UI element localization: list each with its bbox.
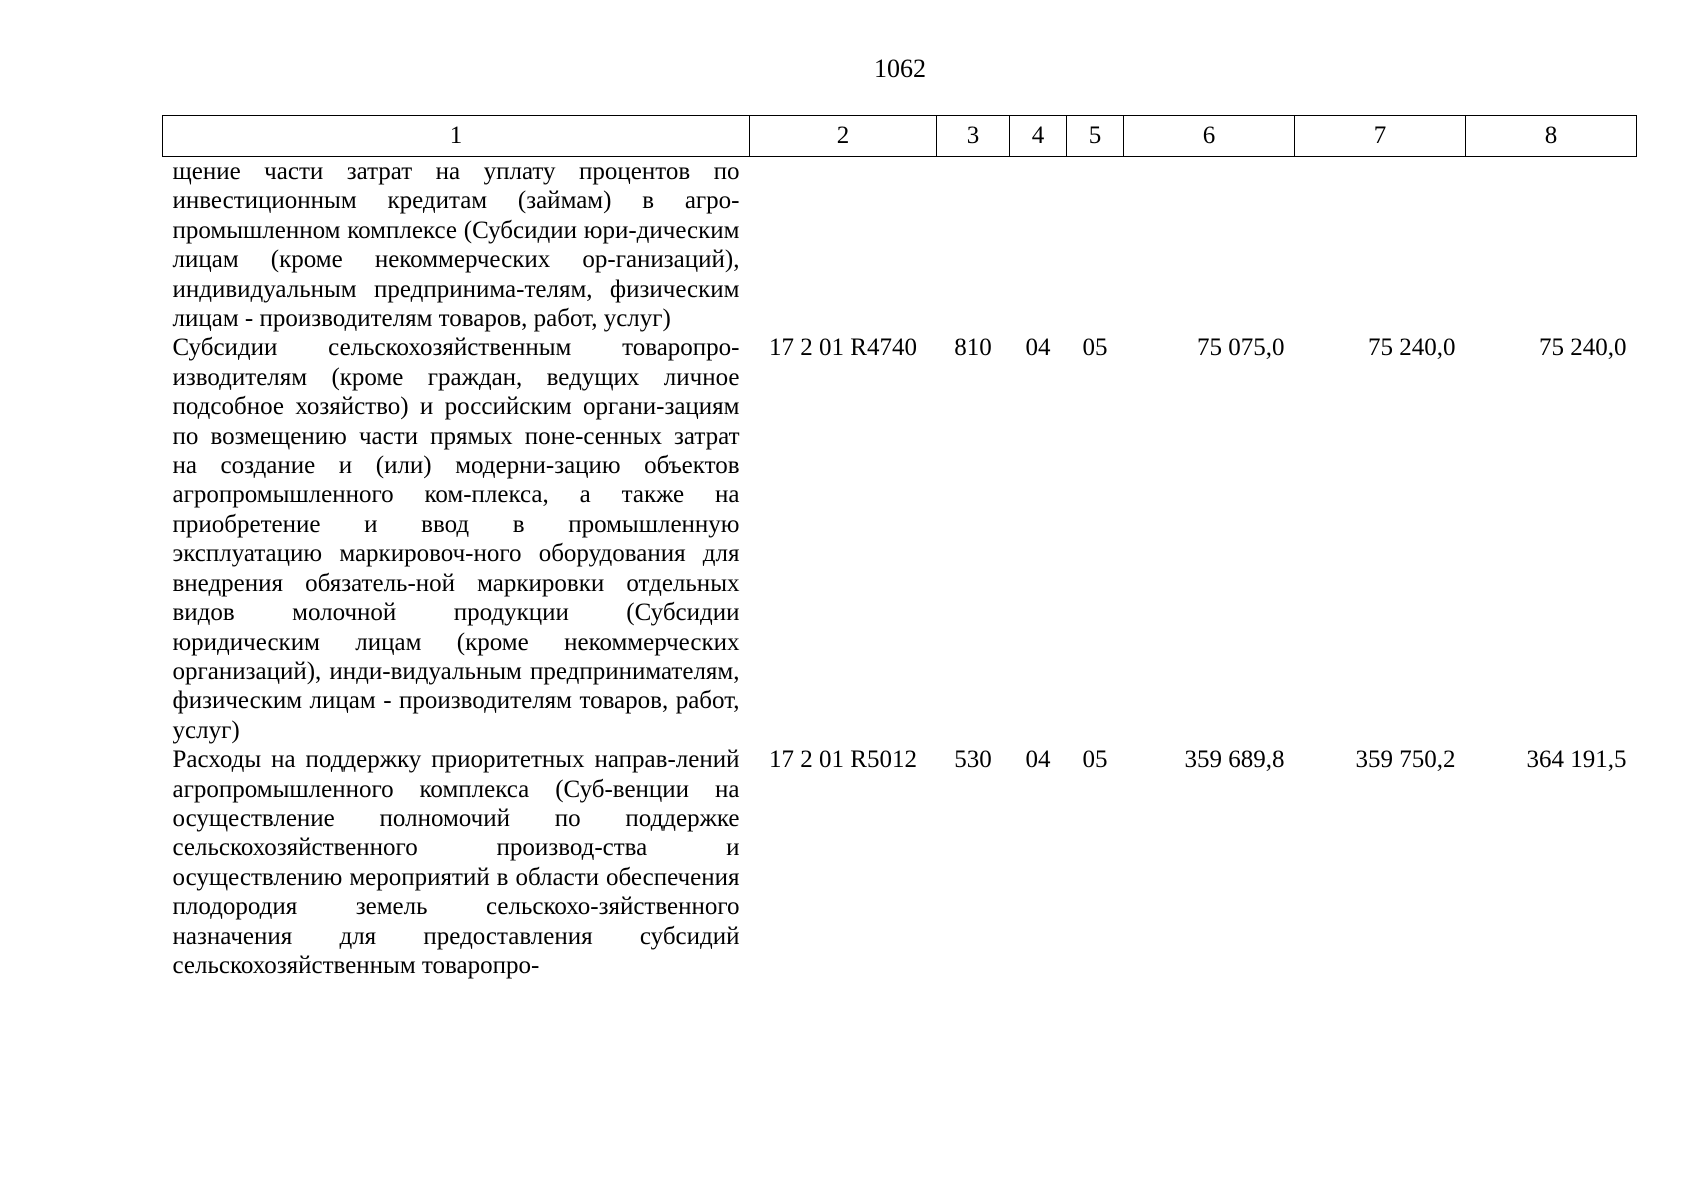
budget-table xyxy=(162,115,1637,980)
table-row xyxy=(163,157,1637,334)
row-description: Расходы на поддержку приоритетных направ-лений агропромышленного комплекса (Суб-венции на осуществление полномочий по поддержке сельскохозяйственного производ-ства и осуществлению мероприятий в области обеспечения плодородия земель сельскохо-зяйственного назначения для предоставления субсидий сельскохозяйственным товаропро- xyxy=(172,746,740,979)
row-amount-1 xyxy=(1124,157,1295,334)
row-amount-3: 364 191,5 xyxy=(1526,746,1627,774)
row-target-code xyxy=(750,157,937,334)
column-header-7: 7 xyxy=(1295,116,1466,157)
column-header-1: 1 xyxy=(163,116,750,157)
table-row xyxy=(163,333,1637,745)
column-header-5: 5 xyxy=(1067,116,1124,157)
row-amount-2 xyxy=(1295,157,1466,334)
row-expense-type xyxy=(937,157,1010,334)
row-target-code: 17 2 01 R4740 xyxy=(769,334,917,362)
row-subsection: 05 xyxy=(1082,746,1108,774)
row-amount-2: 359 750,2 xyxy=(1355,746,1456,774)
row-subsection xyxy=(1067,157,1124,334)
row-description: щение части затрат на уплату процентов по инвестиционным кредитам (займам) в агро-промышленном комплексе (Субсидии юри-дическим лицам (кроме некоммерческих ор-ганизаций), индивидуальным предпринима-телям, физическим лицам - производителям товаров, работ, услуг) xyxy=(172,158,740,333)
header-row xyxy=(163,116,1637,157)
table-header xyxy=(163,116,1637,157)
page-number: 1062 xyxy=(874,54,926,83)
row-amount-1: 75 075,0 xyxy=(1197,334,1285,362)
table-body xyxy=(163,157,1637,981)
row-expense-type: 530 xyxy=(954,746,992,774)
row-section: 04 xyxy=(1025,746,1051,774)
row-subsection: 05 xyxy=(1082,334,1108,362)
table-row xyxy=(163,745,1637,980)
column-header-4: 4 xyxy=(1010,116,1067,157)
row-amount-3 xyxy=(1466,157,1637,334)
row-expense-type: 810 xyxy=(954,334,992,362)
column-header-3: 3 xyxy=(937,116,1010,157)
row-description: Субсидии сельскохозяйственным товаропро-изводителям (кроме граждан, ведущих личное подсобное хозяйство) и российским органи-зациям по возмещению части прямых поне-сенных затрат на создание и (или) модерни-зацию объектов агропромышленного ком-плекса, а также на приобретение и ввод в промышленную эксплуатацию маркировоч-ного оборудования для внедрения обязатель-ной маркировки отдельных видов молочной продукции (Субсидии юридическим лицам (кроме некоммерческих организаций), инди-видуальным предпринимателям, физическим лицам - производителям товаров, работ, услуг) xyxy=(172,334,740,744)
row-amount-3: 75 240,0 xyxy=(1539,334,1627,362)
column-header-6: 6 xyxy=(1124,116,1295,157)
row-amount-2: 75 240,0 xyxy=(1368,334,1456,362)
column-header-2: 2 xyxy=(750,116,937,157)
row-target-code: 17 2 01 R5012 xyxy=(769,746,917,774)
row-section xyxy=(1010,157,1067,334)
row-amount-1: 359 689,8 xyxy=(1184,746,1285,774)
column-header-8: 8 xyxy=(1466,116,1637,157)
row-section: 04 xyxy=(1025,334,1051,362)
